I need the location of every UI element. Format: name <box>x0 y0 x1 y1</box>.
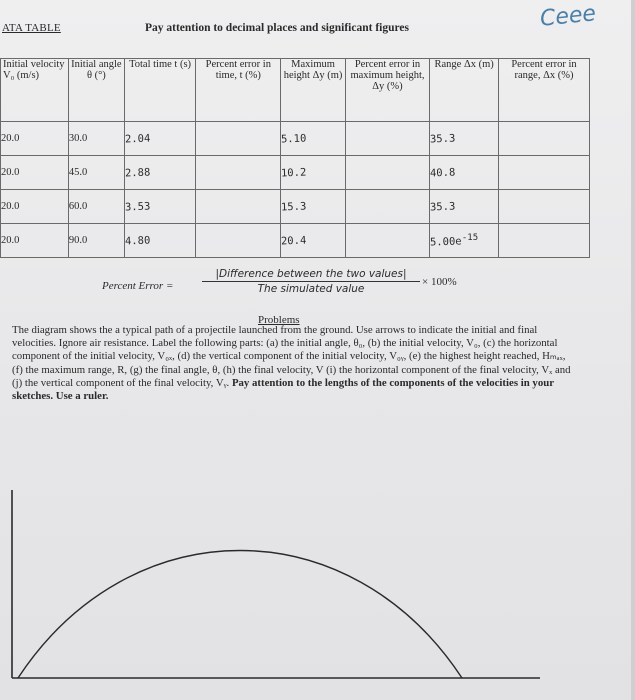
page-edge <box>631 0 635 700</box>
problems-paragraph <box>12 324 572 403</box>
cell-height-error[interactable] <box>345 156 430 190</box>
cell-time[interactable] <box>124 122 195 156</box>
cell-velocity: 20.0 <box>1 156 69 190</box>
cell-height[interactable] <box>281 224 345 258</box>
col-header-time: Total time t (s) <box>124 59 195 122</box>
formula-fraction <box>202 268 420 295</box>
formula-denominator: The simulated value <box>257 283 365 295</box>
table-row <box>1 190 590 224</box>
cell-range[interactable] <box>430 122 499 156</box>
cell-height-error[interactable] <box>345 190 430 224</box>
col-header-height: Maximum height Δy (m) <box>281 59 345 122</box>
col-header-angle: Initial angle θ (°) <box>68 59 124 122</box>
cell-velocity: 20.0 <box>1 122 69 156</box>
cell-time-error[interactable] <box>196 224 281 258</box>
cell-height-error[interactable] <box>345 224 430 258</box>
handwritten-range: 40.8 <box>430 166 456 179</box>
col-header-velocity: Initial velocity V₀ (m/s) <box>1 59 69 122</box>
cell-angle: 45.0 <box>68 156 124 190</box>
cell-time-error[interactable] <box>196 156 281 190</box>
cell-time[interactable] <box>124 224 195 258</box>
cell-angle: 30.0 <box>68 122 124 156</box>
handwritten-initials: Ceee <box>538 1 598 32</box>
data-table <box>0 58 590 258</box>
handwritten-time: 4.80 <box>124 234 151 247</box>
cell-time[interactable] <box>124 156 195 190</box>
cell-height[interactable] <box>281 122 345 156</box>
problems-emphasis: Pay attention to the lengths of the components of the velocities in your sketches. Use a ruler. <box>12 376 554 403</box>
cell-range[interactable] <box>430 224 499 258</box>
problems-heading: Problems <box>258 314 300 326</box>
cell-range-error[interactable] <box>498 122 589 156</box>
cell-time-error[interactable] <box>196 190 281 224</box>
cell-height[interactable] <box>281 156 345 190</box>
problems-instructions: The diagram shows the a typical path of a projectile launched from the ground. Use arrows to indicate the initial and final velocities. Ignore air resistance. Label the following parts: (a) the initial angle, θ₀, (b) the initial velocity, V₀, (c) the horizontal component of the initial velocity, V₀ₓ, (d) the vertical component of the initial velocity, V₀ᵧ, (e) the highest height reached, Hₘₐₓ, (f) the maximum range, R, (g) the final angle, θ, (h) the final velocity, V (i) the horizontal component of the final velocity, Vₓ and (j) the vertical component of the final velocity, Vᵧ. <box>12 324 571 389</box>
handwritten-height: 15.3 <box>281 200 307 213</box>
handwritten-height: 10.2 <box>281 166 307 179</box>
cell-range[interactable] <box>430 190 499 224</box>
handwritten-height: 5.10 <box>281 132 307 145</box>
projectile-path-diagram[interactable] <box>10 488 555 688</box>
handwritten-range: 35.3 <box>430 132 456 145</box>
handwritten-range: 35.3 <box>430 200 456 213</box>
cell-height-error[interactable] <box>345 122 430 156</box>
cell-range[interactable] <box>430 156 499 190</box>
formula-label: Percent Error = <box>102 280 174 292</box>
cell-range-error[interactable] <box>498 224 589 258</box>
col-header-height-error: Percent error in maximum height, Δy (%) <box>345 59 430 122</box>
data-table-label: ATA TABLE <box>2 22 61 34</box>
handwritten-time: 3.53 <box>124 200 151 213</box>
cell-height[interactable] <box>281 190 345 224</box>
cell-velocity: 20.0 <box>1 190 69 224</box>
table-row <box>1 156 590 190</box>
cell-angle: 90.0 <box>68 224 124 258</box>
handwritten-height: 20.4 <box>281 234 307 247</box>
cell-time[interactable] <box>124 190 195 224</box>
table-header-row <box>1 59 590 122</box>
handwritten-time: 2.88 <box>124 166 151 179</box>
trajectory-curve <box>18 551 462 679</box>
handwritten-time: 2.04 <box>124 132 151 145</box>
cell-range-error[interactable] <box>498 156 589 190</box>
cell-velocity: 20.0 <box>1 224 69 258</box>
col-header-time-error: Percent error in time, t (%) <box>196 59 281 122</box>
handwritten-exponent: -15 <box>461 233 479 244</box>
col-header-range-error: Percent error in range, Δx (%) <box>498 59 589 122</box>
cell-range-error[interactable] <box>498 190 589 224</box>
formula-numerator: |Difference between the two values| <box>202 268 420 282</box>
table-row <box>1 224 590 258</box>
formula-multiplier: × 100% <box>422 276 457 288</box>
handwritten-range: 5.00e <box>430 235 463 249</box>
cell-angle: 60.0 <box>68 190 124 224</box>
worksheet-title: Pay attention to decimal places and significant figures <box>145 22 409 34</box>
col-header-range: Range Δx (m) <box>430 59 499 122</box>
cell-time-error[interactable] <box>196 122 281 156</box>
table-row <box>1 122 590 156</box>
